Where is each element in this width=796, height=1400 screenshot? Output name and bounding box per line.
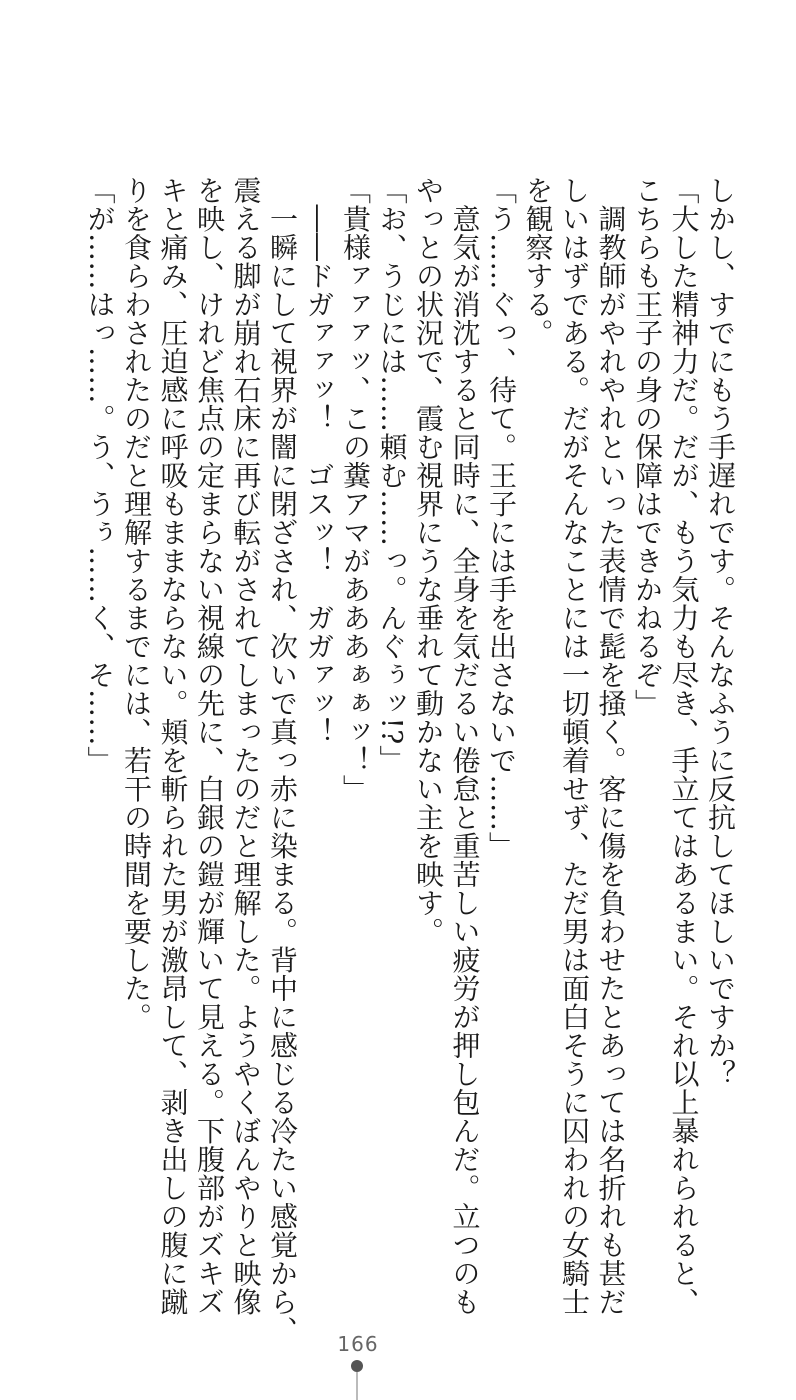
text-line: 意気が消沈すると同時に、全身を気だるい倦怠と重苦しい疲労が押し包んだ。立つのも xyxy=(448,176,482,1316)
text-line: 震える脚が崩れ石床に再び転がされてしまったのだと理解した。ようやくぼんやりと映像 xyxy=(229,176,263,1316)
text-line: ――ドガァァッ！ ゴスッ！ ガガァッ！ xyxy=(302,176,336,746)
page-number: 166 xyxy=(337,1332,379,1356)
page-marker-dot xyxy=(351,1360,363,1372)
text-line: 調教師がやれやれといった表情で髭を掻く。客に傷を負わせたとあっては名折れも甚だ xyxy=(594,176,628,1316)
page-marker-line xyxy=(356,1372,358,1400)
text-line: 一瞬にして視界が闇に閉ざされ、次いで真っ赤に染まる。背中に感じる冷たい感覚から、 xyxy=(266,176,299,1345)
text-line: しいはずである。だがそんなことには一切頓着せず、ただ男は面白そうに囚われの女騎士 xyxy=(558,176,591,1316)
text-line: 「大した精神力だ。だが、もう気力も尽き、手立てはあるまい。それ以上暴れられると、 xyxy=(667,176,701,1316)
text-line: を観察する。 xyxy=(521,176,555,347)
text-line: こちらも王子の身の保障はできかねるぞ」 xyxy=(631,176,664,718)
text-line: 「が……はっ……。う、うぅ……く、そ……」 xyxy=(83,176,117,775)
text-line: りを食らわされたのだと理解するまでには、若干の時間を要した。 xyxy=(120,176,153,1031)
text-line: を映し、けれど焦点の定まらない視線の先に、白銀の鎧が輝いて見える。下腹部がズキズ xyxy=(193,176,226,1316)
text-line: 「貴様ァァァッ、この糞アマがあああぁぁッ！」 xyxy=(339,176,372,803)
text-line: やっとの状況で、霞む視界にうな垂れて動かない主を映す。 xyxy=(412,176,445,946)
text-line: 「お、うじには……頼む……っ。んぐぅッ!?」 xyxy=(375,176,409,774)
text-line: しかし、すでにもう手遅れです。そんなふうに反抗してほしいですか？ xyxy=(704,176,737,1088)
text-line: キと痛み、圧迫感に呼吸もままならない。頬を斬られた男が激昂して、剥き出しの腹に蹴 xyxy=(156,176,190,1316)
text-line: 「う……ぐっ、待て。王子には手を出さないで……」 xyxy=(485,176,518,860)
